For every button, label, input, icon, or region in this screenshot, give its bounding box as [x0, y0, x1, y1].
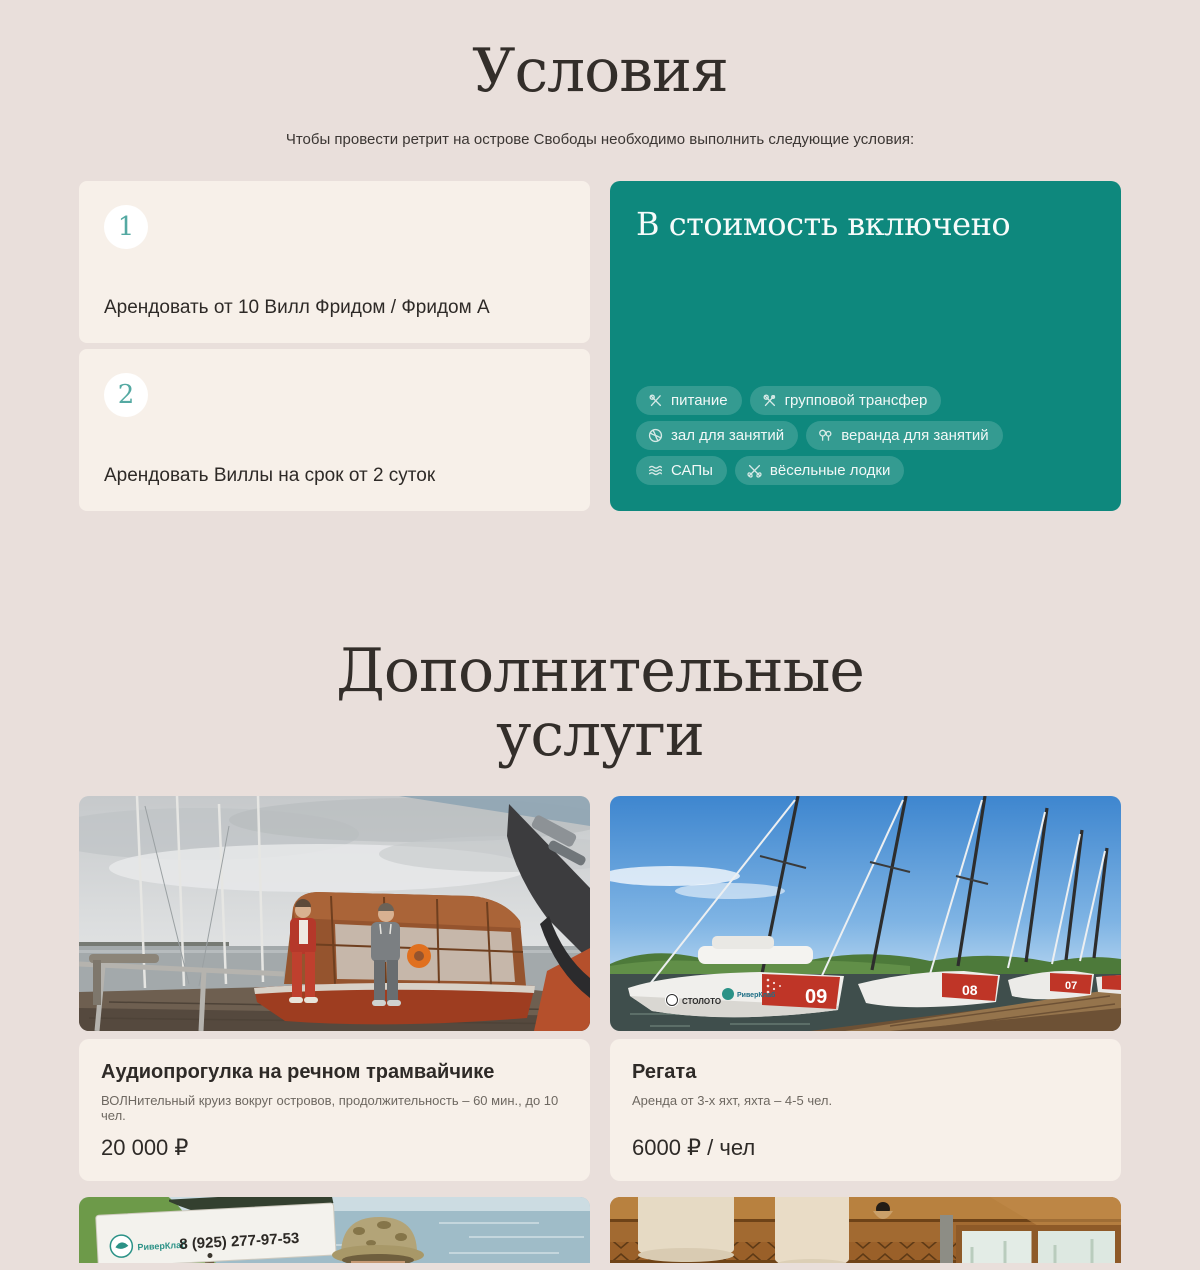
trees-icon: [817, 427, 834, 444]
included-title: В стоимость включено: [636, 205, 1011, 244]
chip-boats: [735, 456, 904, 485]
landing-page: [79, 0, 1121, 1263]
chip-transfer: [750, 386, 942, 415]
chip-label: САПы: [671, 462, 713, 480]
service-price: 20 000 ₽: [101, 1134, 189, 1160]
boat-brand-riverclub: РиверКлаб: [737, 991, 776, 999]
included-card: [610, 181, 1121, 511]
chip-veranda: [806, 421, 1002, 450]
regatta-illustration: [610, 796, 1121, 1031]
step-card-1: [79, 181, 590, 343]
service-title: Аудиопрогулка на речном трамвайчике: [101, 1060, 495, 1083]
sign-brand: РиверКлаб: [137, 1239, 187, 1252]
chip-label: питание: [671, 392, 728, 410]
service-info: [610, 1039, 1121, 1181]
service-description: ВОЛНительный круиз вокруг островов, продолжительность – 60 мин., до 10 чел.: [101, 1092, 559, 1123]
chip-label: вёсельные лодки: [769, 462, 891, 480]
conditions-grid: [79, 181, 1121, 511]
river-tram-illustration: [79, 796, 590, 1031]
service-title: Регата: [632, 1060, 697, 1083]
included-chips: [636, 386, 1095, 485]
services-title-line2: услуги: [496, 700, 704, 771]
chip-hall: [636, 421, 798, 450]
step-number: 2: [117, 380, 135, 411]
boat-number-09: 09: [805, 985, 828, 1008]
fishing-guide-photo: [79, 1197, 590, 1263]
services-grid-row2: [79, 1197, 1121, 1263]
chip-label: веранда для занятий: [841, 427, 989, 445]
step-card-2: [79, 349, 590, 511]
chip-label: зал для занятий: [671, 427, 785, 445]
step-number: 1: [117, 212, 135, 243]
chip-label: групповой трансфер: [784, 392, 928, 410]
conditions-section: [79, 0, 1121, 511]
cabin-interior-illustration: [610, 1197, 1121, 1263]
steps-column: [79, 181, 590, 511]
step-text: Арендовать Виллы на срок от 2 суток: [104, 465, 436, 487]
conditions-title: Условия: [472, 36, 728, 106]
boat-number-08: 08: [962, 981, 978, 998]
services-section: [79, 636, 1121, 1262]
chip-sup: [636, 456, 727, 485]
utensils-icon: [647, 392, 664, 409]
service-description: Аренда от 3-х яхт, яхта – 4-5 чел.: [632, 1092, 833, 1108]
oars-icon: [746, 462, 763, 479]
service-info: [79, 1039, 590, 1181]
transfer-icon: [761, 392, 778, 409]
step-number-badge: [104, 373, 148, 417]
services-title: [79, 636, 1121, 771]
river-tram-photo: [79, 796, 590, 1031]
waves-icon: [647, 462, 664, 479]
service-price: 6000 ₽ / чел: [632, 1134, 756, 1160]
services-grid: [79, 796, 1121, 1181]
step-text: Арендовать от 10 Вилл Фридом / Фридом А: [104, 297, 490, 319]
fishing-guide-illustration: [79, 1197, 590, 1263]
service-card-audio-cruise[interactable]: [79, 796, 590, 1181]
regatta-photo: [610, 796, 1121, 1031]
ball-icon: [647, 427, 664, 444]
sign-phone: 8 (925) 277-97-53: [178, 1229, 300, 1253]
services-title-line1: Дополнительные: [336, 636, 864, 707]
chip-food: [636, 386, 742, 415]
conditions-subtitle: Чтобы провести ретрит на острове Свободы необходимо выполнить следующие условия:: [285, 131, 915, 149]
boat-number-07: 07: [1065, 979, 1078, 992]
cabin-interior-photo: [610, 1197, 1121, 1263]
boat-brand-stoloto: СТОЛОТО: [682, 996, 722, 1006]
step-number-badge: [104, 205, 148, 249]
service-card-regatta[interactable]: [610, 796, 1121, 1181]
